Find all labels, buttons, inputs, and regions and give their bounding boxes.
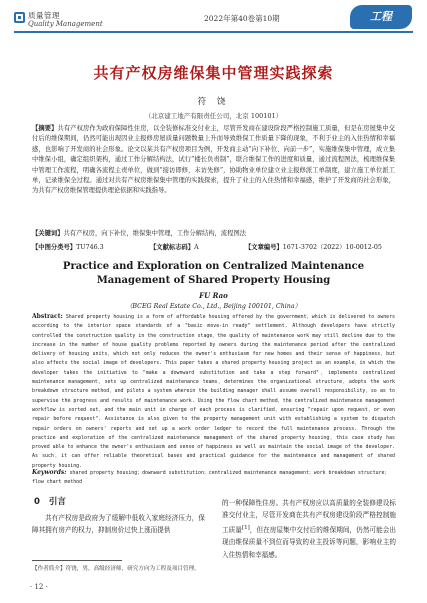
abstract-en-label: Abstract: bbox=[32, 313, 63, 320]
column-name-cn: 质量管理 bbox=[28, 11, 60, 20]
keywords-en-label: Keywords: bbox=[32, 469, 67, 476]
id-value: 1671-3702（2022）10-0012-05 bbox=[282, 244, 382, 251]
keywords-cn bbox=[32, 229, 395, 239]
body-text-left: 共有产权房是政府为了缓解中低收入家庭经济压力，保障其拥有房产的权力，抑制房价过快上涨而提供 bbox=[32, 514, 205, 535]
author-bio-footnote: 【作者简介】符饶，男，高级经济师，研究方向为工程及项目管理。 bbox=[32, 566, 200, 572]
author-cn: 符 饶 bbox=[197, 97, 230, 107]
page-header bbox=[0, 0, 427, 34]
id-label: 【文章编号】 bbox=[245, 244, 283, 251]
keywords-cn-label: 【关键词】 bbox=[32, 230, 64, 237]
keywords-en bbox=[32, 468, 395, 488]
clc-number bbox=[32, 242, 104, 251]
footnote-divider bbox=[32, 560, 122, 561]
header-divider bbox=[14, 31, 413, 33]
keywords-cn-text: 共有产权房，向下补位，维保集中管理，工作分解结构，流程图法 bbox=[63, 230, 247, 237]
article-title-cn: 共有产权房维保集中管理实践探索 bbox=[93, 64, 334, 82]
issue-info: 2022年第40卷第10期 bbox=[204, 14, 280, 23]
clc-value: TU746.3 bbox=[76, 244, 104, 251]
author-en: FU Rao bbox=[199, 291, 228, 300]
journal-logo-icon bbox=[14, 12, 25, 23]
abstract-en bbox=[32, 312, 395, 471]
affiliation-cn: （北京建工地产有限责任公司，北京 100101） bbox=[144, 112, 283, 120]
abstract-cn-label: 【摘要】 bbox=[32, 125, 58, 132]
column-name-en: Quality Management bbox=[28, 20, 103, 28]
publisher-logo: 工程 bbox=[350, 5, 412, 29]
clc-label: 【中图分类号】 bbox=[32, 244, 77, 251]
keywords-en-text: shared property housing；downward substitution；centralized maintenance management；work breakdown structure；flow chart method bbox=[32, 470, 390, 486]
section-heading bbox=[34, 495, 66, 507]
article-title-en: Practice and Exploration on Centralized Maintenance Management of Shared Property Housing bbox=[62, 261, 365, 286]
abstract-cn-text: 共有产权房作为政府保障性住房，以全装修标准交付业主，尽管开发商在建设阶段严格控制施工质量，但是在房屋集中交付后的维保期间，仍然可能出现因业主报修房屋质量问题数量上升而导致维保工作质量下降的现象，不利于业主的入住热情和幸福感，也影响了开发商的社会形象。论文以某共有产权房项目为例，开发商主动“向下补位、向前一步”，实施维保集中管理，成立集中维保小组，确定组织架构，通过工作分解结构法，试行“楼长负责制”，联合维保工作的进度和质量，通过流程图法，梳理维保集中管理工作流程，明确各流程主责单位，做到“接访即修，未访先修”，协助物业单位建立业主报修派工单制度，建立施工单位派工单，记录维保全过程。通过对共有产权房维保集中管理的实践探索，提升了业主的入住热情和幸福感，维护了开发商的社会形象，为共有产权房维保管理提供理论依据和实践指导。 bbox=[32, 125, 396, 195]
section-number: 0 bbox=[34, 497, 40, 507]
document-code bbox=[150, 242, 199, 251]
abstract-en-text: Shared property housing is a form of affordable housing offered by the government，which is delivered to owners according to the interior space standards of a "basic move-in ready" settlement. Although developers have strictly controlled the construction quality in the construction stage，the quality of maintenance work may still decline due to the increase in the number of house quality problems reported by owners during the maintenance period after the centralized delivery of housing units，which not only reduces the owner's enthusiasm for new homes and their sense of happiness，but also affects the social image of developers. This paper takes a shared property housing project as an example，in which the developer takes the initiative to "make a downward substitution and take a step forward"，implements centralized maintenance management，sets up centralized maintenance teams，determines the organizational structure，adopts the work breakdown structure method，and pilots a system wherein the building manager shall assume overall responsibility，so as to supervise the progress and results of maintenance work. Using the flow chart method，the centralized maintenance management workflow is sorted out，and the main unit in charge of each process is clarified，ensuring "repair upon request，or even repair before request". Assistance is also given to the property management unit with establishing a system to dispatch repair orders on owners' reports and set up a work order ledger to record the full maintenance process. Through the practice and exploration of the centralized maintenance management of the shared property housing，this case study has proved able to enhance the owner's enthusiasm and sense of happiness as well as maintain the social image of the developer. As such，it can offer reliable theoretical bases and practical guidance for the maintenance and management of shared property housing. bbox=[32, 314, 395, 469]
code-label: 【文献标志码】 bbox=[150, 244, 195, 251]
abstract-cn bbox=[32, 124, 395, 197]
article-id bbox=[245, 242, 382, 251]
section-title: 引言 bbox=[48, 497, 66, 507]
body-text-right: 的一种保障性住房。共有产权房应以高质量的全装修建设标准交付业主，尽管开发商在共有产权房建设阶段严格控制施工质量[1]，但在房屋集中交付后的维保期间，仍然可能会出现由维保质量不到位而导致的业主投诉等问题，影响业主的入住热情和幸福感。 bbox=[222, 499, 397, 559]
page-number: · 12 · bbox=[30, 583, 48, 591]
code-value: A bbox=[194, 244, 199, 251]
affiliation-en: （BCEG Real Estate Co., Ltd., Beijing 100101, China） bbox=[126, 303, 301, 310]
